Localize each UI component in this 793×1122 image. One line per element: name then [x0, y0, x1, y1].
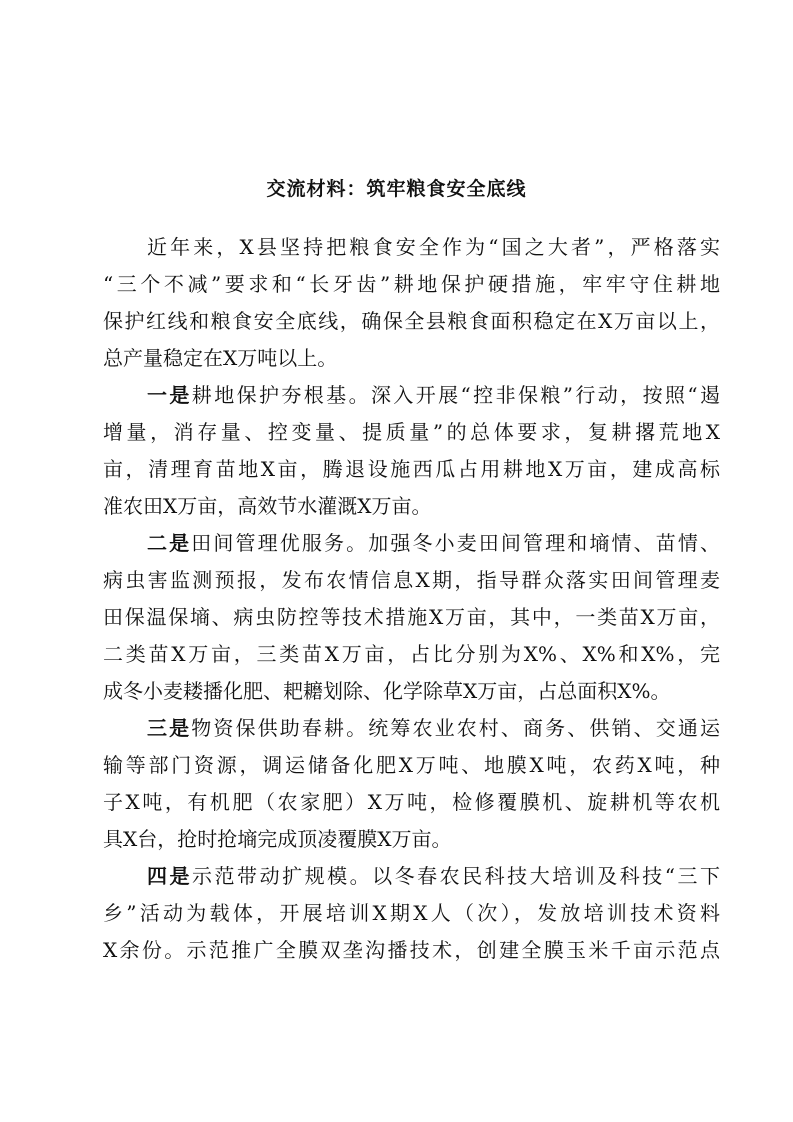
paragraph	[103, 377, 720, 525]
line-text: 田间管理优服务。加强冬小麦田间管理和墒情、苗情、	[191, 531, 720, 555]
paragraph-line	[103, 377, 720, 414]
paragraph-lead: 三是	[147, 716, 192, 740]
line-text: 总产量稳定在X万吨以上。	[103, 346, 338, 370]
paragraph-line	[103, 858, 720, 895]
paragraph-line	[103, 340, 720, 377]
line-text: 物资保供助春耕。统筹农业农村、商务、供销、交通运	[191, 716, 720, 740]
line-text: 耕地保护夯根基。深入开展“控非保粮”行动，按照“遏	[191, 383, 720, 407]
line-text: 输等部门资源，调运储备化肥X万吨、地膜X吨，农药X吨，种	[103, 753, 720, 777]
line-text: 二类苗X万亩，三类苗X万亩，占比分别为X%、X%和X%，完	[103, 642, 720, 666]
line-text: 乡”活动为载体，开展培训X期X人（次），发放培训技术资料	[103, 901, 720, 925]
line-text: 具X台，抢时抢墒完成顶凌覆膜X万亩。	[103, 827, 452, 851]
paragraph-lead: 一是	[147, 383, 192, 407]
paragraph	[103, 525, 720, 710]
paragraph-line	[103, 747, 720, 784]
paragraph	[103, 229, 720, 377]
paragraph-line	[103, 525, 720, 562]
paragraph-line	[103, 451, 720, 488]
paragraph-lead: 四是	[147, 864, 193, 888]
line-text: 保护红线和粮食安全底线，确保全县粮食面积稳定在X万亩以上，	[103, 309, 720, 333]
paragraph-lead: 二是	[147, 531, 192, 555]
paragraph	[103, 710, 720, 858]
paragraph-line	[103, 784, 720, 821]
paragraph-line	[103, 266, 720, 303]
line-text: 成冬小麦耧播化肥、耙耱划除、化学除草X万亩，占总面积X%。	[103, 679, 671, 703]
line-text: 近年来，X县坚持把粮食安全作为“国之大者”，严格落实	[147, 235, 720, 259]
paragraph-line	[103, 414, 720, 451]
paragraph-line	[103, 821, 720, 858]
paragraph-line	[103, 303, 720, 340]
paragraph-line	[103, 932, 720, 969]
paragraph-line	[103, 562, 720, 599]
paragraph-line	[103, 229, 720, 266]
paragraph-line	[103, 673, 720, 710]
line-text: 增量，消存量、控变量、提质量”的总体要求，复耕撂荒地X	[103, 420, 720, 444]
paragraph	[103, 858, 720, 969]
paragraph-line	[103, 599, 720, 636]
line-text: 亩，清理育苗地X亩，腾退设施西瓜占用耕地X万亩，建成高标	[103, 457, 720, 481]
line-text: 示范带动扩规模。以冬春农民科技大培训及科技“三下	[192, 864, 720, 888]
line-text: 病虫害监测预报，发布农情信息X期，指导群众落实田间管理麦	[103, 568, 720, 592]
paragraph-line	[103, 710, 720, 747]
paragraph-line	[103, 488, 720, 525]
document-title: 交流材料：筑牢粮食安全底线	[266, 178, 527, 200]
line-text: “三个不减”要求和“长牙齿”耕地保护硬措施，牢牢守住耕地	[103, 272, 720, 296]
document-body	[103, 229, 720, 969]
line-text: 子X吨，有机肥（农家肥）X万吨，检修覆膜机、旋耕机等农机	[103, 790, 720, 814]
line-text: 田保温保墒、病虫防控等技术措施X万亩，其中，一类苗X万亩，	[103, 605, 720, 629]
paragraph-line	[103, 895, 720, 932]
paragraph-line	[103, 636, 720, 673]
line-text: 准农田X万亩，高效节水灌溉X万亩。	[103, 494, 432, 518]
line-text: X余份。示范推广全膜双垄沟播技术，创建全膜玉米千亩示范点	[103, 938, 720, 962]
